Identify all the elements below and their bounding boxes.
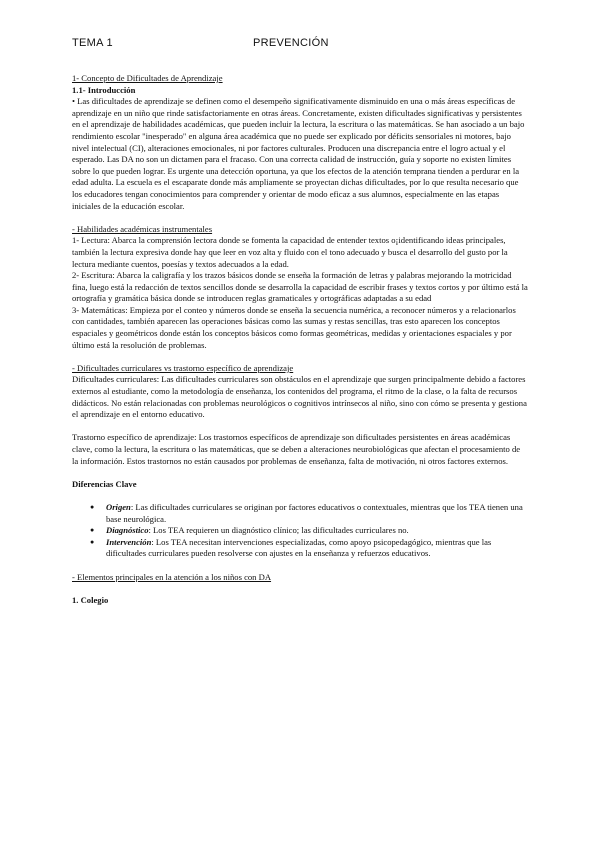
section-subtitle: 1.1- Introducción — [72, 84, 136, 95]
habilidad-lectura: 1- Lectura: Abarca la comprensión lectora donde se fomenta la capacidad de entender textos o¡identificando ideas principales, también la lectura expresiva donde hay que leer en voz alta y fluido con el tono adecuado y busca el desarrollo del gusto por la lectura mediante cuentos, poesías y textos adecuados a la edad. — [72, 235, 508, 269]
term-intervencion: Intervención — [106, 536, 152, 547]
diferencias-title: Diferencias Clave — [72, 478, 137, 489]
term-diagnostico-text: : Los TEA requieren un diagnóstico clínico; las dificultades curriculares no. — [148, 525, 409, 536]
habilidad-matematicas: 3- Matemáticas: Empieza por el conteo y números donde se enseña la secuencia numérica, a reconocer números y a relacionarlos con cantidades, también aparecen las operaciones básicas como las sumas y restas sencillas, tras esto aparecen los conceptos espaciales y geométricos donde están los conceptos básicos como formas geométricas, medidas y orientaciones espaciales y por último está la resolución de problemas. — [72, 304, 516, 350]
habilidades-title: - Habilidades académicas instrumentales — [72, 223, 213, 234]
intro-paragraph: • Las dificultades de aprendizaje se definen como el desempeño significativamente disminuido en una o más áreas específicas de aprendizaje en un niño que rinde satisfactoriamente en otras áreas. Concretamente, existen dificultades significativas y persistentes en el aprendizaje de habilidades académicas, que pueden incluir la lectura, la escritura o las matemáticas. Se han asociado a un bajo rendimiento escolar "inesperado" en alguna área académica que no puede ser explicado por déficits sensoriales ni motores, bajo nivel intelectual (CI), alteraciones emocionales, ni por factores culturales. Producen una discrepancia entre el logro actual y el esperado. Las DA no son un dictamen para el fracaso. Con una correcta calidad de instrucción, guía y soporte no existen límites sobre lo que pueden lograr. Es urgente una detección oportuna, ya que los efectos de la atención temprana tienden a perdurar en la edad adulta. La escuela es el escaparate donde más ampliamente se proyectan dichas dificultades, por lo que resulta necesario que los educadores tengan conocimientos para comprender y orientar de modo eficaz a sus alumnos, especialmente en las etapas iniciales de la educación escolar. — [72, 96, 525, 211]
section-title: 1- Concepto de Dificultades de Aprendizaje — [72, 73, 223, 83]
diferencias-list — [72, 502, 528, 560]
habilidad-escritura: 2- Escritura: Abarca la caligrafía y los trazos básicos donde se enseña la formación de letras y palabras mejorando la motricidad fina, luego está la redacción de textos sencillos donde se desarrolla la capacidad de escribir frases y textos cortos y por último está la ortografía y gramática básica donde se introducen reglas gramaticales y ortográficas adaptadas a su edad — [72, 270, 528, 304]
list-item — [72, 502, 528, 525]
elementos-title: - Elementos principales en la atención a los niños con DA — [72, 571, 272, 582]
term-origen: Origen — [106, 501, 131, 512]
colegio-heading: 1. Colegio — [72, 594, 109, 605]
term-diagnostico: Diagnóstico — [106, 525, 149, 536]
term-intervencion-text: : Los TEA necesitan intervenciones especializadas, como apoyo psicopedagógico, mientras que las dificultades curriculares pueden resolverse con ajustes en la enseñanza y refuerzos educativos. — [106, 536, 492, 559]
document-body — [72, 73, 528, 606]
term-origen-text: : Las dificultades curriculares se originan por factores educativos o contextuales, mientras que los TEA tienen una base neurológica. — [106, 501, 523, 524]
header-title: PREVENCIÓN — [253, 37, 329, 49]
curriculares-title: - Dificultades curriculares vs trastorno específico de aprendizaje — [72, 362, 294, 373]
list-item — [72, 537, 528, 560]
curriculares-paragraph: Dificultades curriculares: Las dificultades curriculares son obstáculos en el aprendizaje que surgen principalmente debido a factores externos al estudiante, como la metodología de enseñanza, los contenidos del programa, el ritmo de la clase, o la falta de recursos didácticos. No están relacionadas con problemas neurológicos o cognitivos intrínsecos al niño, sino con cómo se presenta y gestiona el aprendizaje en el entorno educativo. — [72, 374, 527, 420]
header-topic: TEMA 1 — [72, 37, 113, 49]
trastorno-paragraph: Trastorno específico de aprendizaje: Los trastornos específicos de aprendizaje son dificultades persistentes en áreas académicas clave, como la lectura, la escritura o las matemáticas, que se deben a alteraciones neurobiológicas que afectan el procesamiento de la información. Estos trastornos no están causados por problemas de enseñanza, falta de motivación, ni otros factores externos. — [72, 432, 521, 466]
list-item — [72, 525, 528, 537]
